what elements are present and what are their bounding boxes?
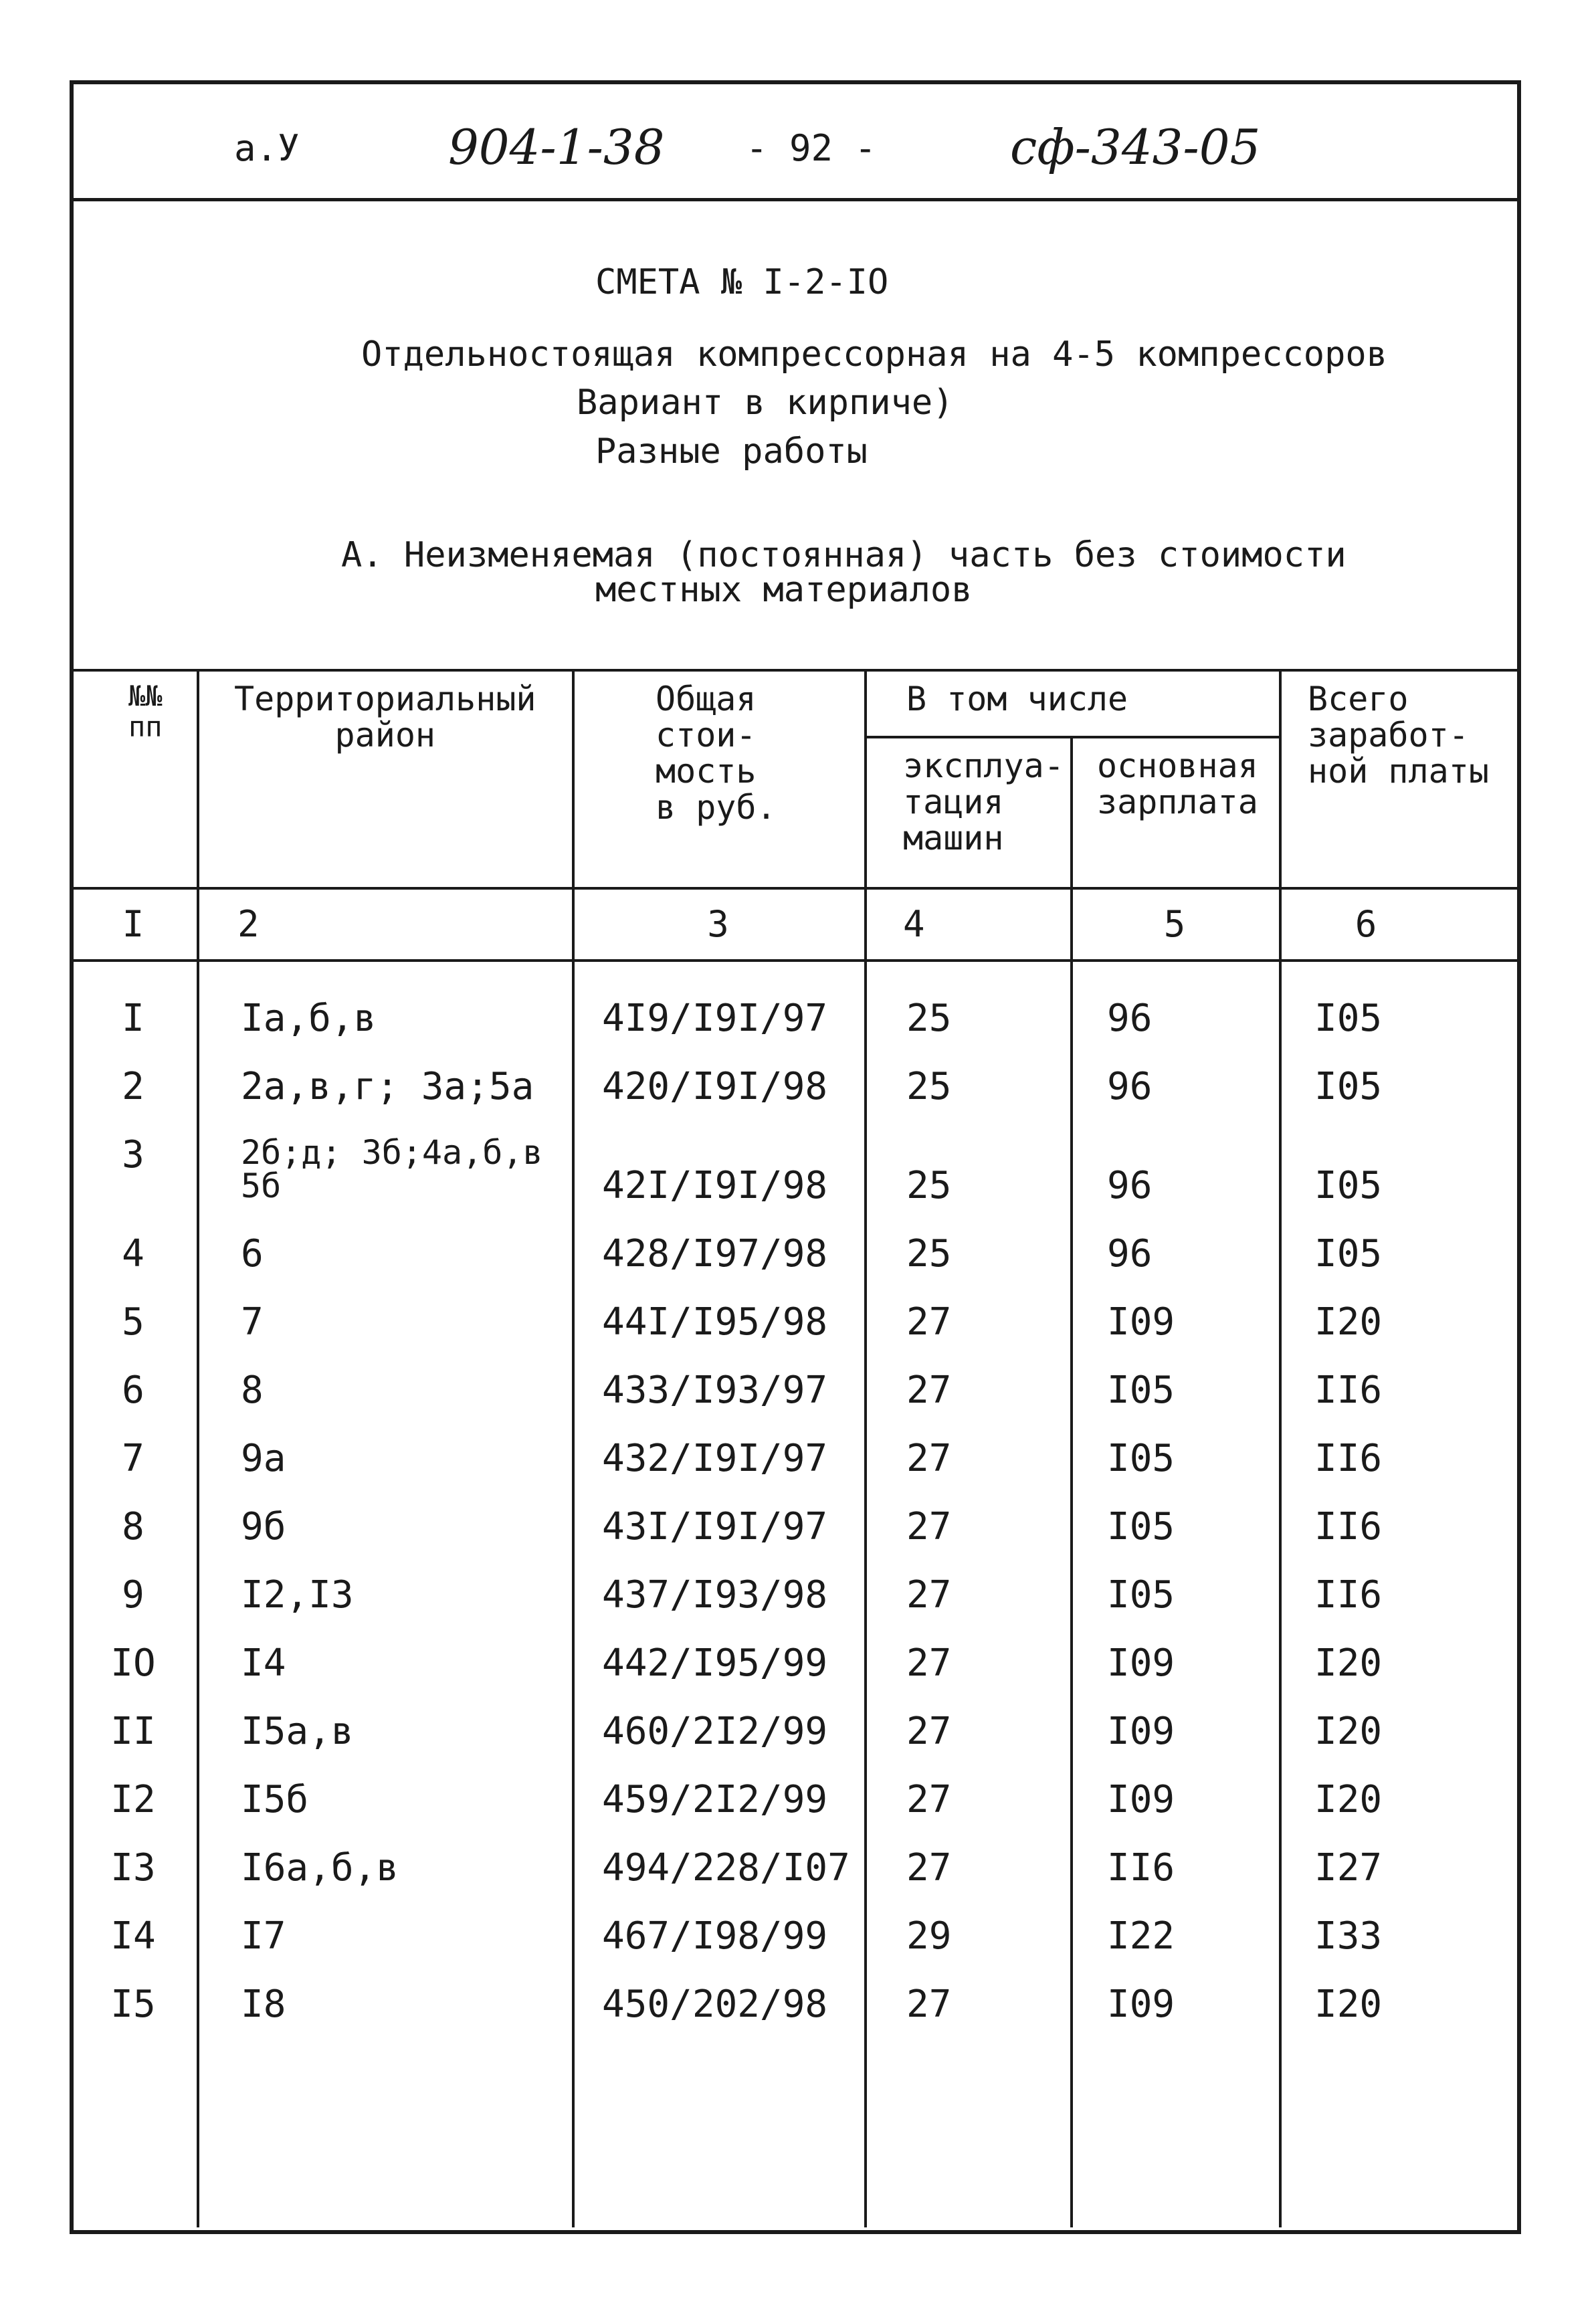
row-machines: 27 (906, 1437, 952, 1480)
row-region: Iа,б,в (241, 997, 377, 1040)
col-divider-4 (1070, 736, 1073, 2227)
header-region: Территориальный район (234, 680, 536, 755)
table-top-rule (70, 669, 1521, 672)
row-salary: 96 (1107, 1065, 1153, 1108)
header-base-salary: основная зарплата (1097, 746, 1258, 821)
row-total: I05 (1314, 997, 1383, 1040)
row-salary: I09 (1107, 1778, 1175, 1821)
row-region: 7 (241, 1300, 264, 1344)
row-machines: 27 (906, 1300, 952, 1344)
row-number: I (122, 997, 144, 1040)
section-title-line-2: местных материалов (595, 570, 973, 610)
row-region: I7 (241, 1914, 286, 1958)
row-cost: 459/2I2/99 (602, 1778, 828, 1821)
sheet-code: сф-343-05 (1010, 119, 1261, 175)
row-machines: 27 (906, 1778, 952, 1821)
row-number: 7 (122, 1437, 144, 1480)
colnum-4: 4 (903, 903, 925, 945)
row-total: I20 (1314, 1983, 1383, 2026)
row-machines: 25 (906, 1232, 952, 1276)
row-region: I2,I3 (241, 1573, 354, 1617)
row-machines: 25 (906, 997, 952, 1040)
row-region-continued: 5б (241, 1167, 282, 1205)
row-total: I05 (1314, 1065, 1383, 1108)
row-machines: 27 (906, 1369, 952, 1412)
row-region: I5а,в (241, 1710, 354, 1753)
row-number: 2 (122, 1065, 144, 1108)
row-cost: 442/I95/99 (602, 1641, 828, 1685)
row-machines: 27 (906, 1641, 952, 1685)
row-total: I20 (1314, 1710, 1383, 1753)
row-cost: 420/I9I/98 (602, 1065, 828, 1108)
row-cost: 428/I97/98 (602, 1232, 828, 1276)
header-divider (70, 198, 1521, 201)
row-region: I6а,б,в (241, 1846, 399, 1890)
estimate-title: СМЕТА № I-2-IO (595, 262, 889, 302)
row-cost: 450/202/98 (602, 1983, 828, 2026)
row-machines: 27 (906, 1846, 952, 1890)
row-region: 6 (241, 1232, 264, 1276)
row-cost: 42I/I9I/98 (602, 1164, 828, 1207)
row-salary: I05 (1107, 1437, 1175, 1480)
row-total: I33 (1314, 1914, 1383, 1958)
row-region: 8 (241, 1369, 264, 1412)
row-machines: 25 (906, 1065, 952, 1108)
title-line-2: Вариант в кирпиче) (577, 383, 954, 423)
colnum-5: 5 (1163, 903, 1186, 945)
row-number: I3 (110, 1846, 156, 1890)
header-machines: эксплуа- тация машин (903, 746, 1064, 858)
row-total: I05 (1314, 1232, 1383, 1276)
row-cost: 460/2I2/99 (602, 1710, 828, 1753)
col-divider-1 (197, 669, 199, 2227)
row-cost: 4I9/I9I/97 (602, 997, 828, 1040)
row-cost: 494/228/I07 (602, 1846, 850, 1890)
row-salary: I05 (1107, 1505, 1175, 1548)
row-salary: I09 (1107, 1983, 1175, 2026)
row-total: II6 (1314, 1573, 1383, 1617)
colnum-6: 6 (1355, 903, 1377, 945)
row-machines: 29 (906, 1914, 952, 1958)
section-title-line-1: А. Неизменяемая (постоянная) часть без стоимости (341, 535, 1346, 575)
row-number: 4 (122, 1232, 144, 1276)
row-machines: 25 (906, 1164, 952, 1207)
row-cost: 433/I93/97 (602, 1369, 828, 1412)
title-line-3: Разные работы (595, 431, 868, 472)
colnum-bottom-rule (70, 959, 1521, 962)
row-total: II6 (1314, 1437, 1383, 1480)
row-number: I4 (110, 1914, 156, 1958)
row-number: 5 (122, 1300, 144, 1344)
title-line-1: Отдельностоящая компрессорная на 4-5 компрессоров (361, 334, 1388, 375)
colnum-2: 2 (237, 903, 260, 945)
row-salary: I09 (1107, 1641, 1175, 1685)
row-number: II (110, 1710, 156, 1753)
colnum-1: I (122, 903, 144, 945)
row-salary: 96 (1107, 1232, 1153, 1276)
row-cost: 43I/I9I/97 (602, 1505, 828, 1548)
row-number: I2 (110, 1778, 156, 1821)
row-number: 9 (122, 1573, 144, 1617)
row-number: 6 (122, 1369, 144, 1412)
row-machines: 27 (906, 1983, 952, 2026)
row-total: I20 (1314, 1778, 1383, 1821)
row-machines: 27 (906, 1505, 952, 1548)
row-number: 8 (122, 1505, 144, 1548)
header-bottom-rule (70, 887, 1521, 890)
row-region: I5б (241, 1778, 309, 1821)
header-number: №№ пп (128, 680, 163, 743)
row-region: 2б;д; 3б;4а,б,в (241, 1133, 543, 1172)
colnum-3: 3 (707, 903, 729, 945)
row-salary: I05 (1107, 1369, 1175, 1412)
doc-number: 904-1-38 (448, 119, 665, 175)
header-code: а.У (234, 127, 300, 169)
row-total: II6 (1314, 1369, 1383, 1412)
row-machines: 27 (906, 1573, 952, 1617)
row-total: I05 (1314, 1164, 1383, 1207)
row-total: I20 (1314, 1641, 1383, 1685)
col-divider-3 (864, 669, 867, 2227)
row-salary: I22 (1107, 1914, 1175, 1958)
row-region: 9а (241, 1437, 286, 1480)
row-number: I5 (110, 1983, 156, 2026)
header-total-cost: Общая стои- мость в руб. (656, 680, 777, 827)
row-number: 3 (122, 1133, 144, 1177)
row-region: 9б (241, 1505, 286, 1548)
row-total: I27 (1314, 1846, 1383, 1890)
header-including: В том числе (906, 680, 1128, 718)
row-cost: 437/I93/98 (602, 1573, 828, 1617)
row-region: 2а,в,г; 3а;5а (241, 1065, 534, 1108)
row-cost: 44I/I95/98 (602, 1300, 828, 1344)
row-machines: 27 (906, 1710, 952, 1753)
row-salary: I09 (1107, 1300, 1175, 1344)
row-salary: I05 (1107, 1573, 1175, 1617)
row-salary: 96 (1107, 997, 1153, 1040)
row-region: I4 (241, 1641, 286, 1685)
row-region: I8 (241, 1983, 286, 2026)
row-salary: I09 (1107, 1710, 1175, 1753)
row-salary: 96 (1107, 1164, 1153, 1207)
page-number: - 92 - (746, 127, 877, 169)
row-salary: II6 (1107, 1846, 1175, 1890)
row-cost: 432/I9I/97 (602, 1437, 828, 1480)
row-number: IO (110, 1641, 156, 1685)
header-total-wages: Всего заработ- ной платы (1308, 680, 1489, 791)
row-total: II6 (1314, 1505, 1383, 1548)
row-cost: 467/I98/99 (602, 1914, 828, 1958)
row-total: I20 (1314, 1300, 1383, 1344)
